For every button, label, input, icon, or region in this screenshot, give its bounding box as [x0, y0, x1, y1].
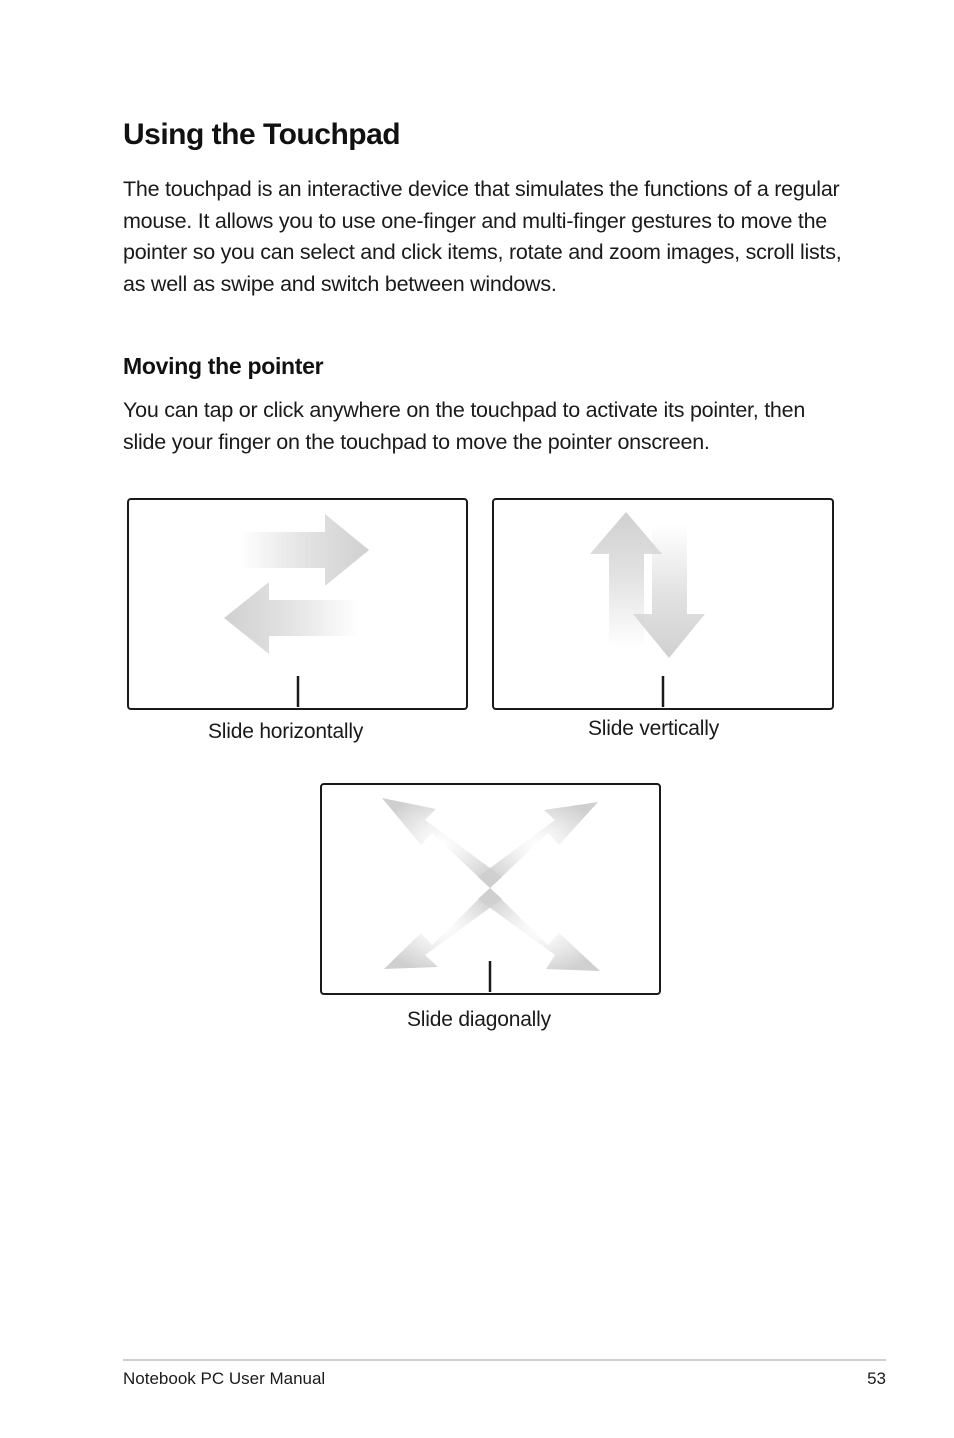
caption-horizontal: Slide horizontally: [208, 720, 364, 743]
footer-title: Notebook PC User Manual: [123, 1369, 326, 1388]
page-number: 53: [867, 1369, 886, 1388]
section-title: Moving the pointer: [123, 353, 324, 379]
horizontal-arrows-icon: [129, 500, 465, 707]
page-title: Using the Touchpad: [123, 118, 401, 151]
intro-paragraph: The touchpad is an interactive device that simulates the functions of a regular mouse. It allows you to use one-finger and multi-finger gestures to move the pointer so you can select and click items, rotate and zoom images, scroll lists, as well as swipe and switch between windows.: [123, 177, 842, 296]
touchpad-vertical: [492, 498, 834, 710]
vertical-arrows-icon: [494, 500, 831, 707]
caption-diagonal: Slide diagonally: [407, 1008, 551, 1031]
footer-divider: [123, 1359, 886, 1361]
diagonal-arrows-icon: [322, 785, 658, 992]
touchpad-horizontal: [127, 498, 468, 710]
touchpad-diagonal: [320, 783, 661, 995]
caption-vertical: Slide vertically: [588, 717, 720, 740]
arrow-down-right: [478, 888, 600, 971]
arrow-right: [239, 514, 369, 586]
arrow-left: [224, 582, 359, 654]
section-paragraph: You can tap or click anywhere on the touchpad to activate its pointer, then slide your finger on the touchpad to move the pointer onscreen.: [123, 398, 806, 454]
arrow-up-right: [478, 802, 598, 888]
